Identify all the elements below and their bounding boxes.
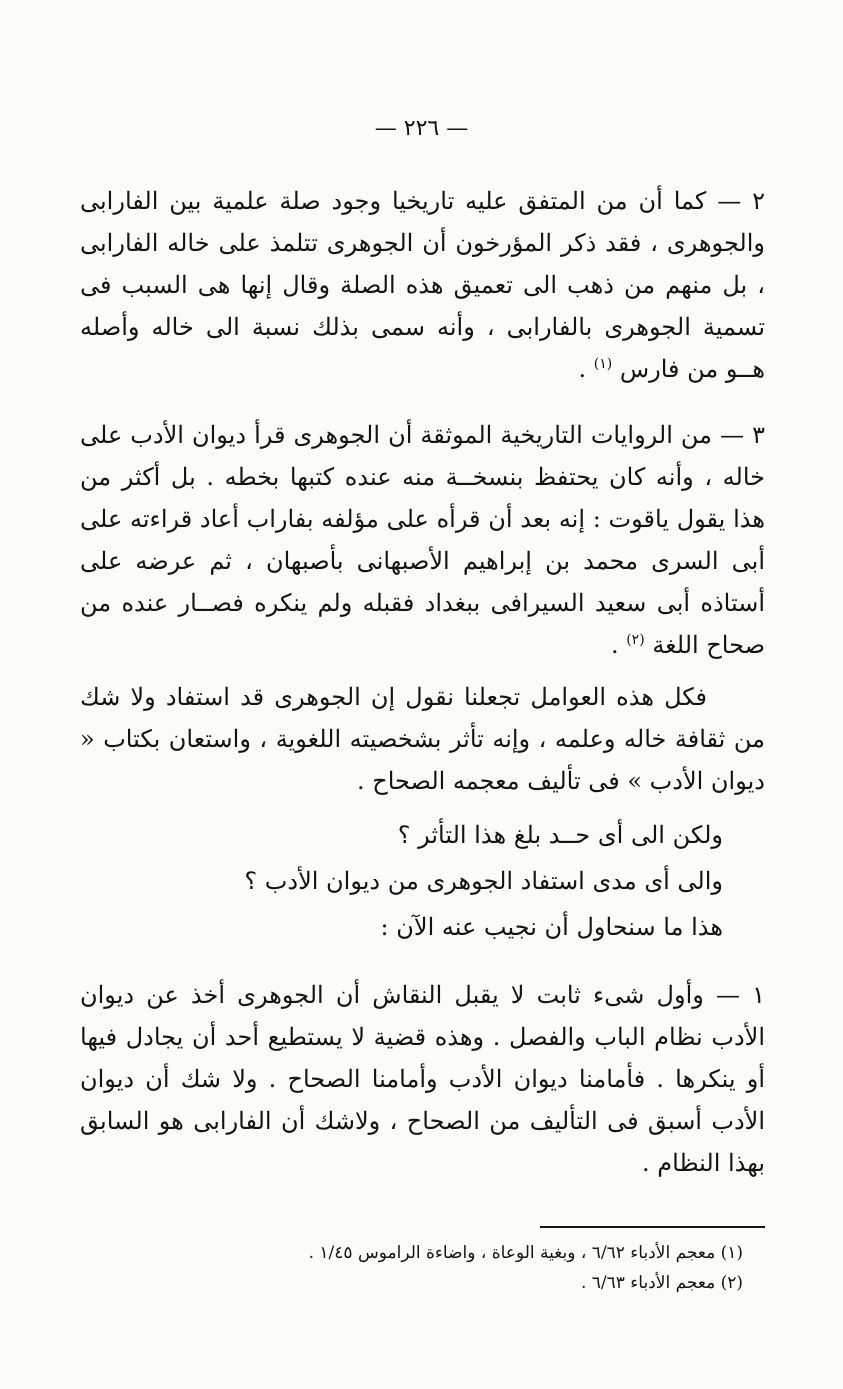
paragraph-point-3 — [80, 414, 765, 666]
question-line: هذا ما سنحاول أن نجيب عنه الآن : — [380, 913, 723, 941]
paragraph-text: ٢ — كما أن من المتفق عليه تاريخيا وجود صلة علمية بين الفارابى والجوهرى ، فقد ذكر المؤرخون أن الجوهرى تتلمذ على خاله الفارابى ، بل منهم من ذهب الى تعميق هذه الصلة وقال إنها هى السبب فى تسمية الجوهرى بالفارابى ، وأنه سمى بذلك نسبة الى خاله وأصله هــو من فارس — [80, 187, 766, 383]
paragraph-point-2 — [80, 180, 765, 390]
footnote-2: (٢) معجم الأدباء ٦/٦٣ . — [580, 1273, 743, 1293]
paragraph-point-1 — [80, 974, 765, 1184]
footnotes — [80, 1238, 743, 1298]
page-number: — ٢٢٦ — — [374, 116, 469, 141]
paragraph-conclusion — [80, 676, 765, 802]
paragraph-text: ١ — وأول شىء ثابت لا يقبل النقاش أن الجوهرى أخذ عن ديوان الأدب نظام الباب والفصل . وهذه قضية لا يستطيع أحد أن يجادل فيها أو ينكرها . فأمامنا ديوان الأدب وأمامنا الصحاح . ولا شك أن ديوان الأدب أسبق فى التأليف من الصحاح ، ولاشك أن الفارابى هو السابق بهذا النظام . — [80, 981, 765, 1177]
footnote-ref-1[interactable]: (١) — [593, 356, 613, 372]
footnote-divider — [540, 1226, 765, 1228]
main-text — [80, 180, 765, 1184]
question-line: والى أى مدى استفاد الجوهرى من ديوان الأدب ؟ — [244, 867, 723, 895]
paragraph-end: . — [610, 631, 627, 659]
footnote-ref-2[interactable]: (٢) — [626, 632, 645, 648]
footnote-1: (١) معجم الأدباء ٦/٦٢ ، وبغية الوعاة ، واضاءة الراموس ١/٤٥ . — [308, 1243, 743, 1263]
paragraph-text: فكل هذه العوامل تجعلنا نقول إن الجوهرى قد استفاد ولا شك من ثقافة خاله وعلمه ، وإنه تأثر بشخصيته اللغوية ، واستعان بكتاب « ديوان الأدب » فى تأليف معجمه الصحاح . — [80, 683, 765, 795]
paragraph-end: . — [578, 355, 594, 383]
question-line: ولكن الى أى حــد بلغ هذا التأثر ؟ — [397, 821, 723, 849]
questions-block — [80, 812, 765, 950]
paragraph-text: ٣ — من الروايات التاريخية الموثقة أن الجوهرى قرأ ديوان الأدب على خاله ، وأنه كان يحتفظ بنسخــة منه عنده كتبها بخطه . بل أكثر من هذا يقول ياقوت : إنه بعد أن قرأه على مؤلفه بفاراب أعاد قراءته على أبى السرى محمد بن إبراهيم الأصبهانى بأصبهان ، ثم عرضه على أستاذه أبى سعيد السيرافى ببغداد فقبله ولم ينكره فصــار عنده من صحاح اللغة — [80, 421, 765, 659]
